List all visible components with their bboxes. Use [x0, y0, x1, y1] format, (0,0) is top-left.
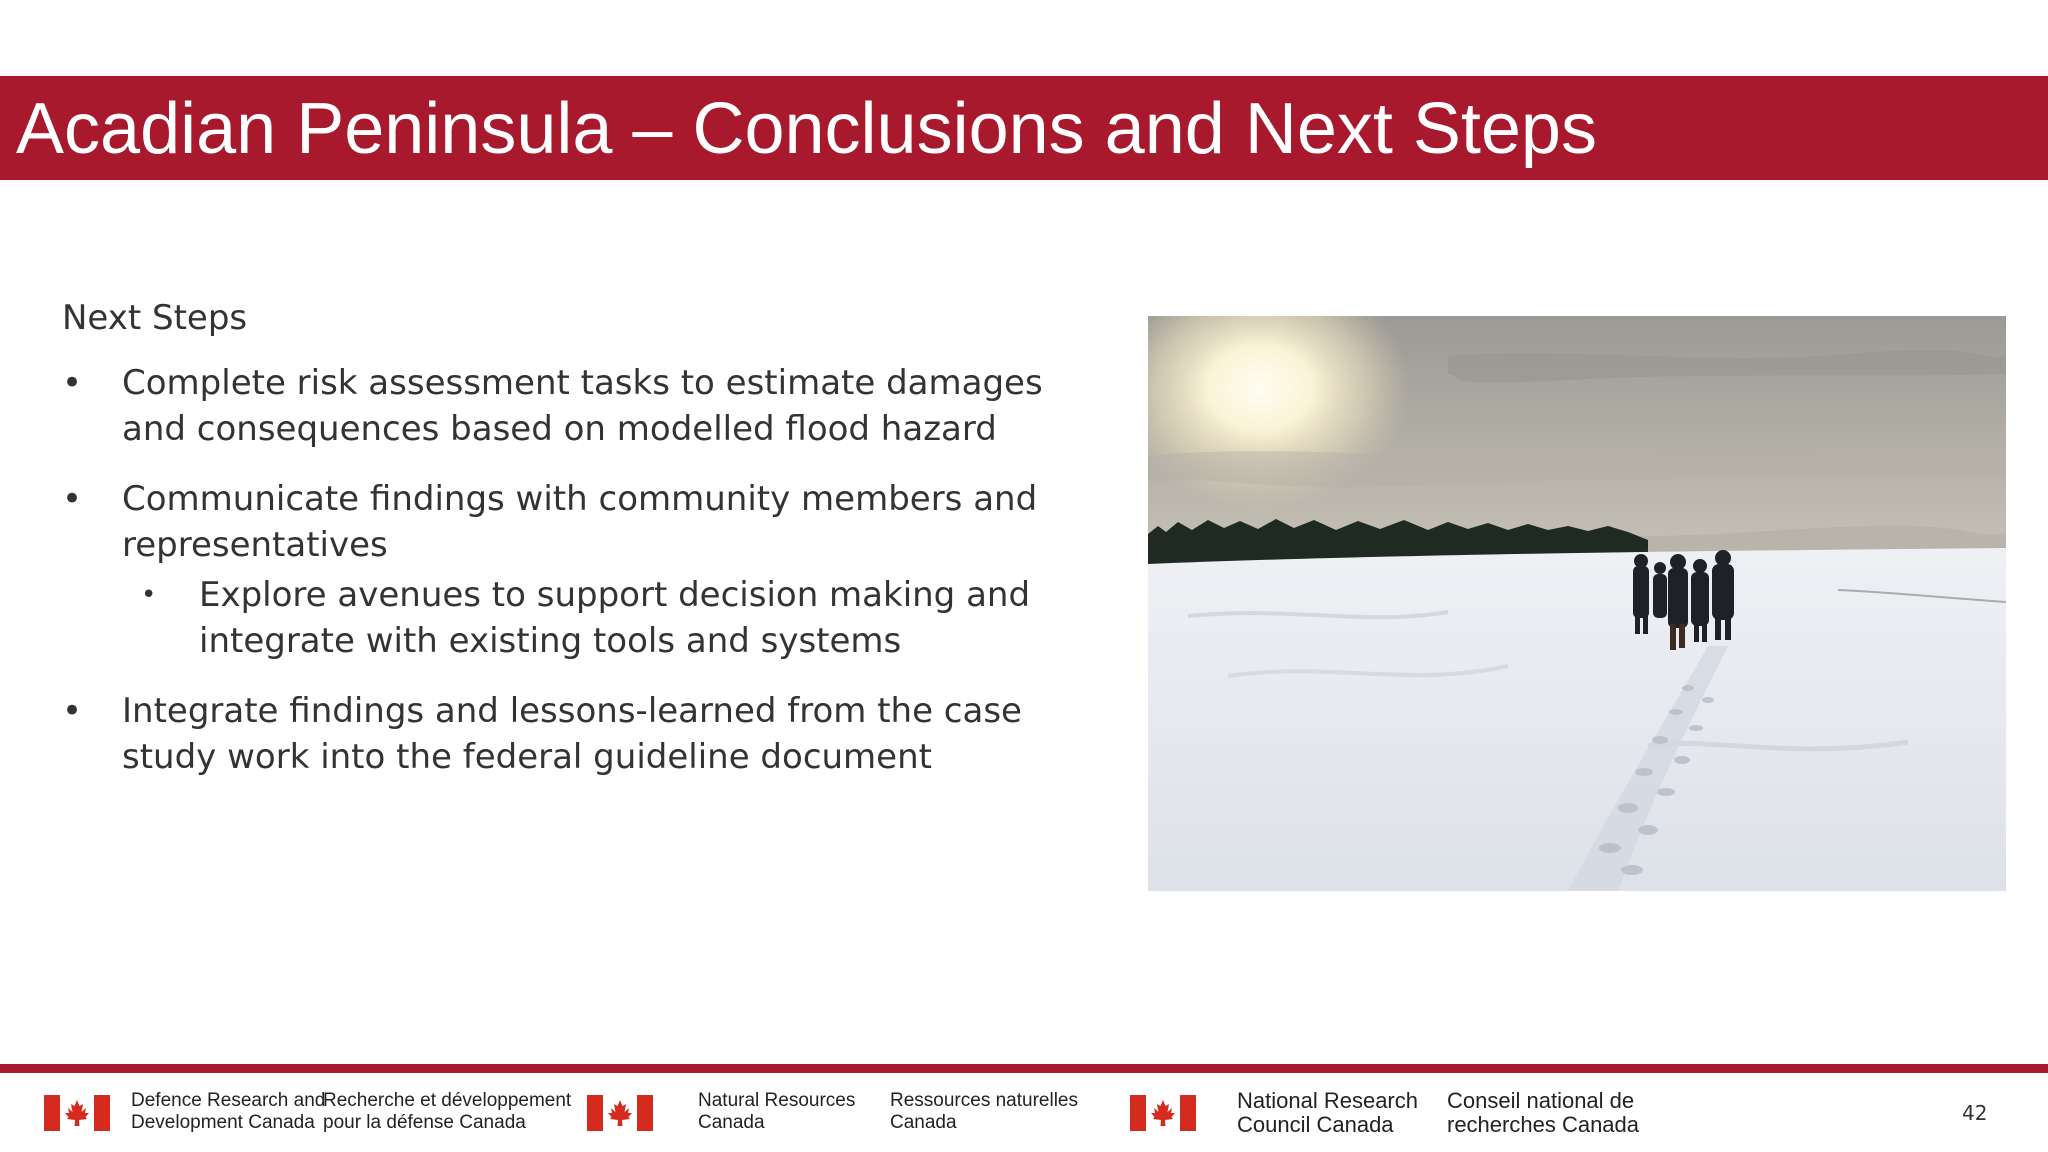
page-number: 42 — [1962, 1101, 1988, 1125]
sub-bullet-item — [122, 572, 1082, 664]
footer-rule — [0, 1064, 2048, 1073]
bullet-dot: • — [62, 479, 83, 519]
sub-bullet-dot: • — [141, 580, 157, 610]
canada-flag-icon — [1130, 1095, 1196, 1131]
nrcan-name-fr: Ressources naturelles Canada — [890, 1090, 1078, 1133]
section-heading: Next Steps — [62, 298, 248, 338]
bullet-dot: • — [62, 363, 83, 403]
bullet-text: Integrate findings and lessons-learned from the case study work into the federal guideline document — [122, 691, 1022, 777]
sub-bullet-text: Explore avenues to support decision making and integrate with existing tools and systems — [199, 575, 1031, 661]
slide-content — [62, 294, 1082, 804]
footer — [0, 1073, 2048, 1152]
nrc-name-en: National Research Council Canada — [1237, 1088, 1418, 1137]
bullet-text: Complete risk assessment tasks to estimate damages and consequences based on modelled flood hazard — [122, 363, 1043, 449]
sub-bullet-list — [122, 572, 1082, 664]
snowy-field-photo — [1148, 316, 2006, 891]
slide-title: Acadian Peninsula – Conclusions and Next Steps — [16, 89, 1597, 169]
bullet-list — [62, 360, 1082, 780]
bullet-item — [62, 360, 1082, 452]
bullet-text: Communicate findings with community members and representatives — [122, 479, 1038, 565]
title-bar — [0, 76, 2048, 180]
bullet-item — [62, 476, 1082, 664]
canada-flag-icon — [44, 1095, 110, 1131]
bullet-item — [62, 688, 1082, 780]
nrc-name-fr: Conseil national de recherches Canada — [1447, 1088, 1640, 1137]
drdc-name-en: Defence Research and Development Canada — [131, 1090, 326, 1133]
drdc-name-fr: Recherche et développement pour la défense Canada — [323, 1090, 572, 1133]
bullet-dot: • — [62, 691, 83, 731]
canada-flag-icon — [587, 1095, 653, 1131]
nrcan-name-en: Natural Resources Canada — [698, 1090, 856, 1133]
